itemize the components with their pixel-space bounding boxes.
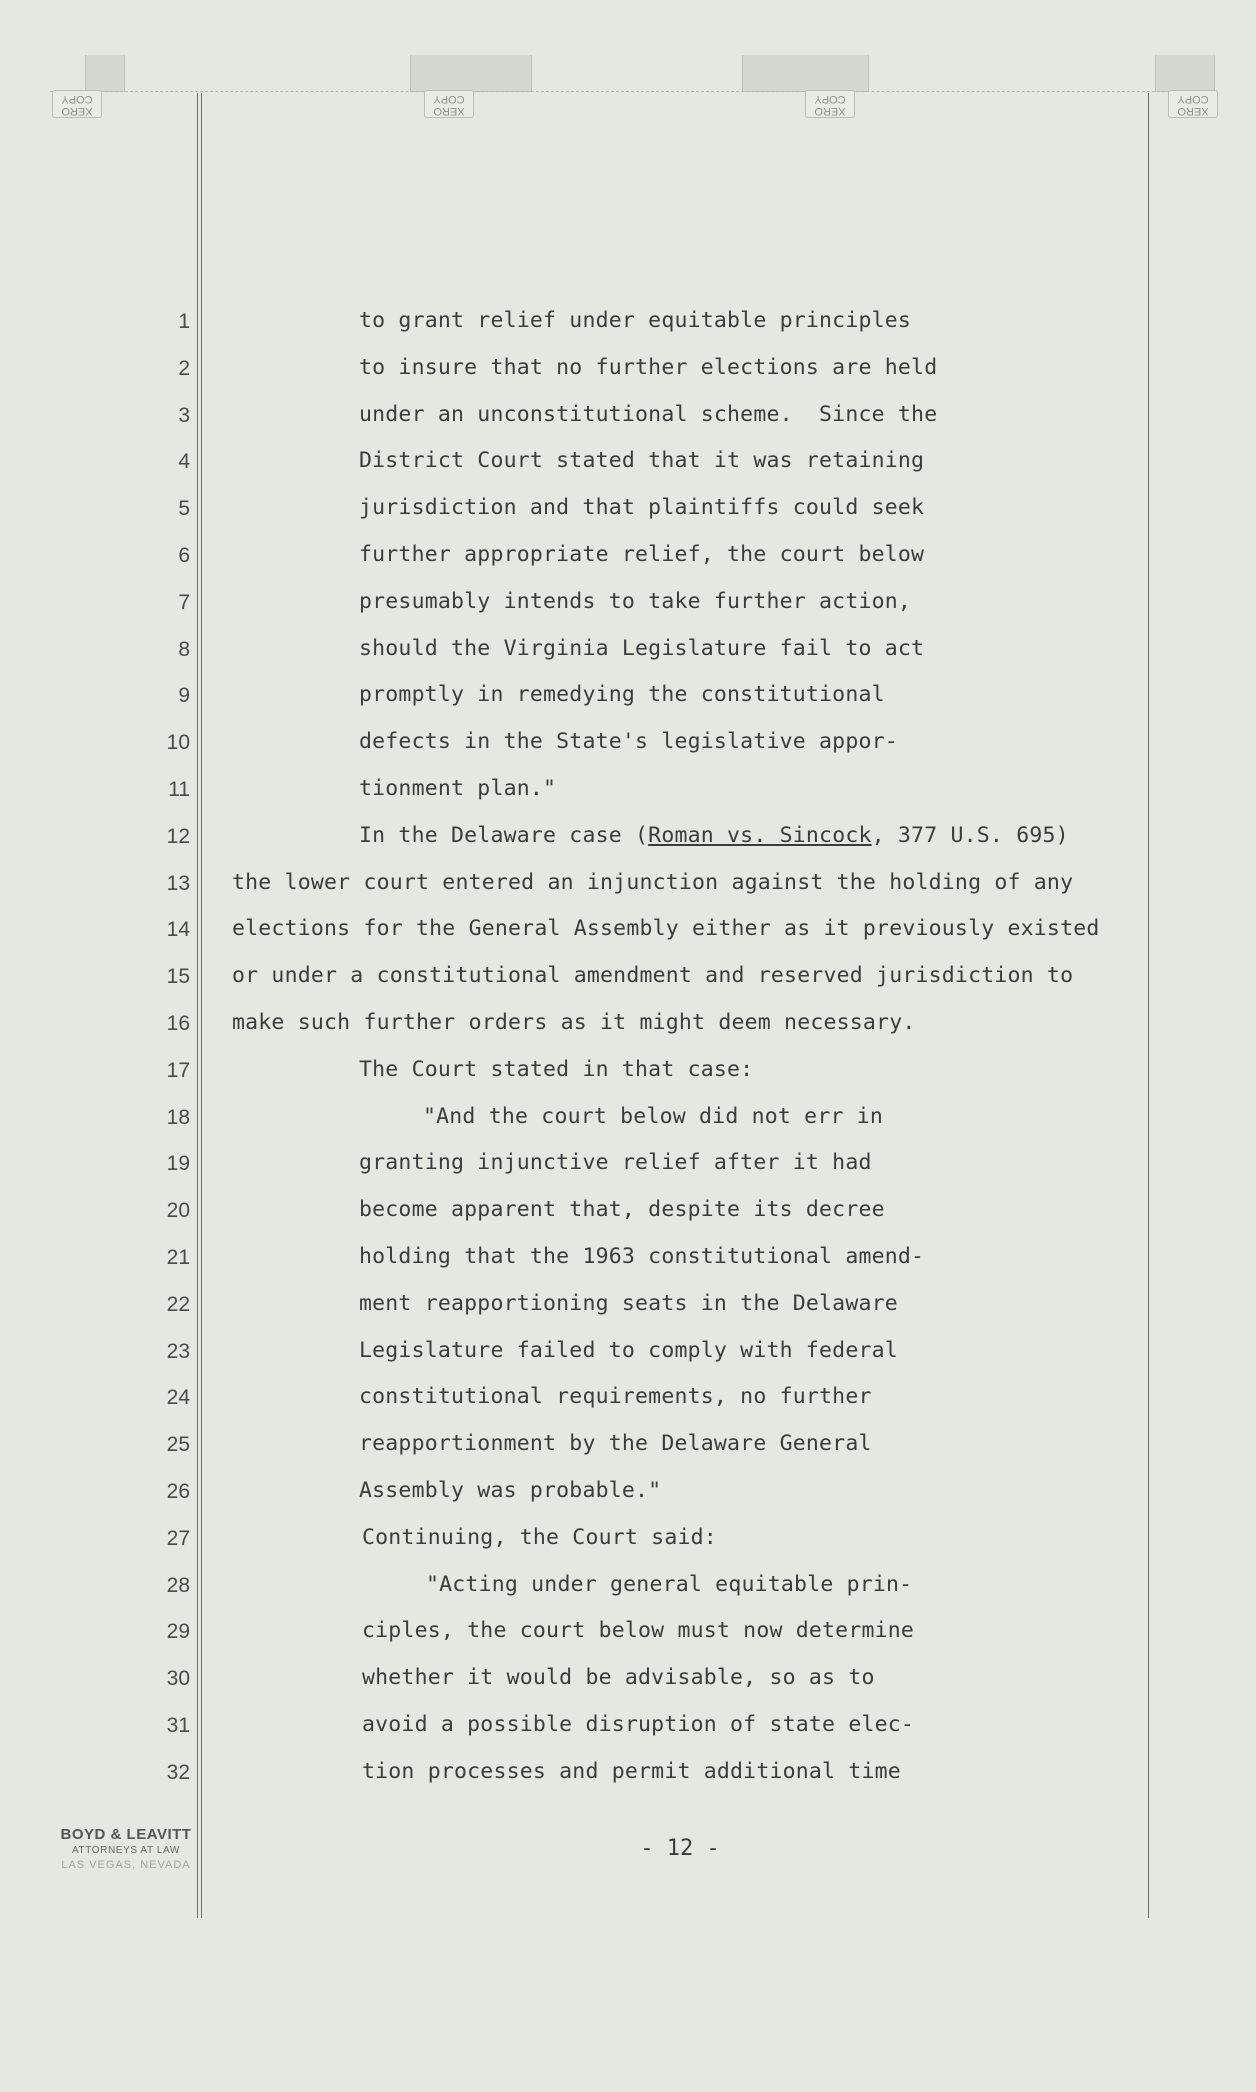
text-line: or under a constitutional amendment and reserved jurisdiction to — [232, 963, 1074, 989]
text-line: constitutional requirements, no further — [359, 1384, 872, 1410]
case-intro: In the Delaware case ( — [359, 822, 649, 848]
right-margin-rule — [1148, 93, 1149, 1918]
text-line: further appropriate relief, the court below — [359, 542, 925, 567]
xero-copy-stamp: XERO COPY — [52, 90, 102, 118]
page-number: - 12 - — [640, 1836, 720, 1861]
line-number: 22 — [166, 1292, 190, 1316]
line-number: 6 — [178, 544, 190, 567]
text-line: defects in the State's legislative appor- — [359, 729, 898, 755]
binding-tab — [85, 55, 125, 92]
firm-block — [46, 1826, 206, 1871]
text-line: ciples, the court below must now determine — [362, 1618, 915, 1644]
text-line: ment reapportioning seats in the Delaware — [359, 1290, 898, 1316]
text-line: avoid a possible disruption of state elec- — [362, 1712, 915, 1737]
xero-copy-stamp: XERO COPY — [1168, 90, 1218, 118]
text-line: Continuing, the Court said: — [362, 1524, 717, 1550]
line-number: 7 — [178, 590, 190, 614]
line-number: 16 — [166, 1012, 190, 1035]
line-number: 3 — [178, 403, 190, 427]
line-number: 1 — [178, 310, 190, 333]
line-number: 17 — [166, 1058, 190, 1082]
line-number: 4 — [178, 450, 190, 474]
binding-tab — [1155, 55, 1215, 92]
line-number: 29 — [166, 1620, 190, 1644]
line-number: 31 — [166, 1714, 190, 1737]
line-number: 8 — [178, 637, 190, 661]
text-line: tion processes and permit additional time — [362, 1758, 901, 1784]
text-line: Legislature failed to comply with federal — [359, 1337, 898, 1363]
line-number: 25 — [166, 1433, 190, 1457]
binding-tab — [410, 55, 532, 92]
line-number: 21 — [166, 1246, 190, 1269]
text-line: granting injunctive relief after it had — [359, 1150, 872, 1176]
line-number: 30 — [166, 1667, 190, 1691]
text-line: under an unconstitutional scheme. Since the — [359, 401, 938, 427]
line-number: 15 — [166, 965, 190, 989]
text-line: tionment plan." — [359, 776, 557, 801]
text-line: District Court stated that it was retaining — [359, 448, 925, 474]
text-line: elections for the General Assembly either as it previously existed — [232, 916, 1100, 942]
text-line: become apparent that, despite its decree — [359, 1197, 885, 1223]
firm-city: LAS VEGAS, NEVADA — [61, 1859, 191, 1871]
line-number: 26 — [166, 1480, 190, 1503]
page-top-edge — [50, 91, 1210, 92]
case-citation: Roman vs. Sincock — [648, 822, 872, 848]
text-line: Assembly was probable." — [359, 1478, 662, 1503]
line-number: 28 — [166, 1573, 190, 1597]
line-number: 13 — [166, 871, 190, 895]
left-margin-rule — [201, 93, 202, 1918]
text-line: holding that the 1963 constitutional amend- — [359, 1244, 925, 1269]
text-line: presumably intends to take further action, — [359, 588, 912, 614]
line-number: 23 — [166, 1339, 190, 1363]
line-number: 10 — [166, 731, 190, 755]
line-number: 11 — [168, 778, 190, 801]
line-number: 12 — [166, 824, 190, 848]
text-line: to insure that no further elections are held — [359, 354, 938, 380]
text-line: The Court stated in that case: — [359, 1056, 754, 1082]
firm-name: BOYD & LEAVITT — [60, 1826, 192, 1843]
line-number: 14 — [166, 918, 190, 942]
firm-subtitle: ATTORNEYS AT LAW — [72, 1845, 180, 1856]
line-number: 32 — [166, 1760, 190, 1784]
xero-copy-stamp: XERO COPY — [424, 90, 474, 118]
line-number: 9 — [178, 684, 190, 708]
line-number: 18 — [166, 1105, 190, 1129]
case-reporter: , 377 U.S. 695) — [871, 822, 1069, 848]
text-line: the lower court entered an injunction against the holding of any — [232, 869, 1074, 895]
left-margin-rule — [197, 93, 198, 1918]
line-number: 19 — [166, 1152, 190, 1176]
text-line: promptly in remedying the constitutional — [359, 682, 885, 708]
text-line: "And the court below did not err in — [423, 1103, 884, 1129]
line-number: 2 — [178, 356, 190, 380]
text-line: jurisdiction and that plaintiffs could seek — [359, 495, 925, 521]
text-line — [359, 823, 1069, 848]
line-number: 20 — [166, 1199, 190, 1223]
line-number: 24 — [166, 1386, 190, 1410]
text-line: "Acting under general equitable prin- — [426, 1571, 913, 1597]
line-number: 5 — [178, 497, 190, 521]
line-number: 27 — [166, 1526, 190, 1550]
text-line: to grant relief under equitable principles — [359, 308, 912, 333]
text-line: whether it would be advisable, so as to — [362, 1665, 875, 1691]
text-line: should the Virginia Legislature fail to act — [359, 635, 925, 661]
xero-copy-stamp: XERO COPY — [805, 90, 855, 118]
binding-tab — [742, 55, 869, 92]
text-line: reapportionment by the Delaware General — [359, 1431, 872, 1457]
text-line: make such further orders as it might deem necessary. — [232, 1010, 916, 1035]
